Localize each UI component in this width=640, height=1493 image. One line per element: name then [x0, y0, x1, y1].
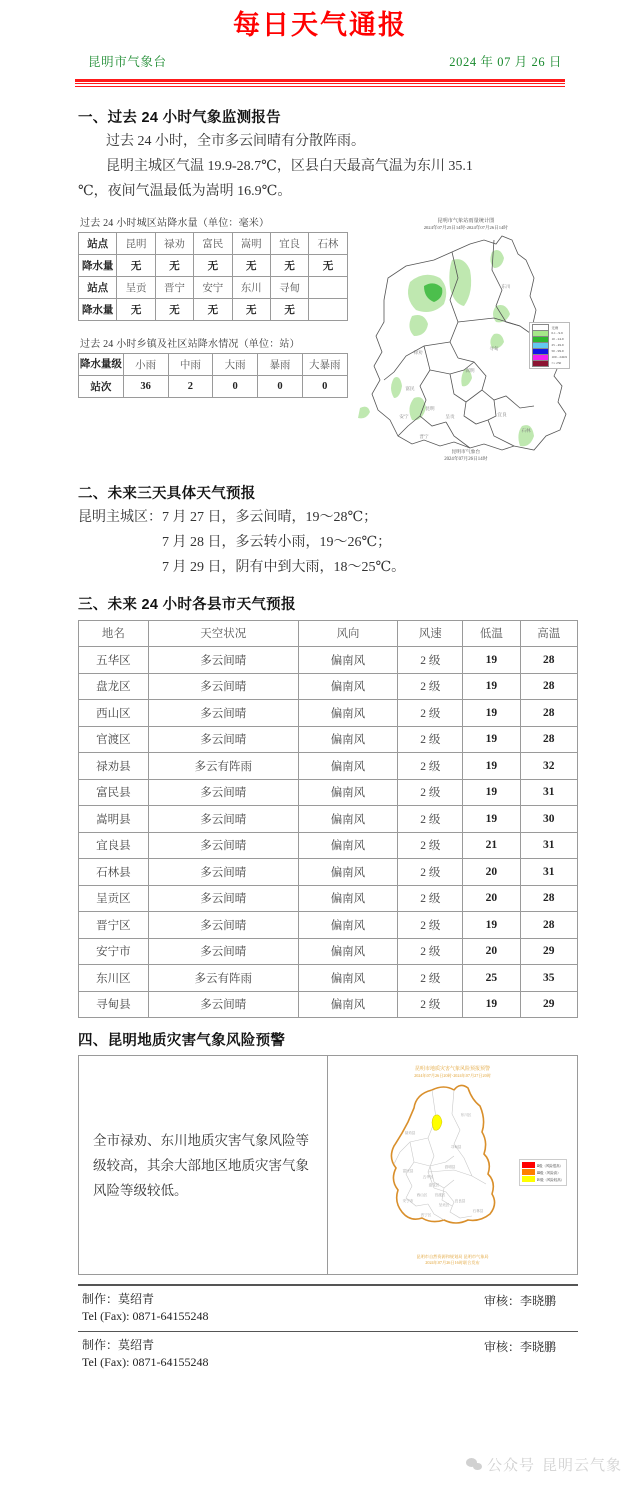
- table-row: [79, 353, 348, 375]
- svg-text:东川区: 东川区: [460, 1113, 472, 1117]
- cell: 无: [232, 298, 270, 320]
- legend-swatch: [522, 1169, 535, 1174]
- county-name-cell: 嵩明县: [79, 806, 149, 833]
- header-divider: [75, 79, 565, 87]
- cell: 东川: [232, 276, 270, 298]
- legend-label: Ⅱ级（风险很高）: [536, 1163, 563, 1168]
- cell: 降水量: [79, 298, 117, 320]
- issue-date: 2024 年 07 月 26 日: [449, 55, 562, 69]
- footer-producer: [82, 1337, 208, 1371]
- table2-caption: 过去 24 小时乡镇及社区站降水情况（单位：站）: [80, 338, 300, 350]
- forecast-cell: 19: [463, 673, 520, 700]
- geo-risk-row: [78, 1055, 578, 1275]
- forecast-cell: 2 级: [398, 700, 463, 727]
- cell: 寻甸: [270, 276, 308, 298]
- cell: 小雨: [123, 353, 168, 375]
- column-header: 风向: [298, 620, 398, 647]
- table-row: [79, 832, 578, 859]
- county-name-cell: 宜良县: [79, 832, 149, 859]
- forecast-cell: 多云间晴: [148, 779, 298, 806]
- cell: 无: [194, 254, 232, 276]
- rainfall-map: [354, 214, 578, 466]
- cell: [309, 298, 347, 320]
- forecast-cell: 21: [463, 832, 520, 859]
- bulletin-body: [0, 106, 640, 1378]
- section-three-day-forecast: [78, 482, 578, 580]
- forecast-cell: 28: [520, 673, 577, 700]
- footer-block-secondary: [78, 1331, 578, 1378]
- cell: 2: [168, 375, 213, 397]
- forecast-cell: 32: [520, 753, 577, 780]
- table-row: [79, 806, 578, 833]
- table-row: [79, 753, 578, 780]
- forecast-cell: 偏南风: [298, 726, 398, 753]
- svg-text:安宁: 安宁: [399, 413, 409, 419]
- county-name-cell: 石林县: [79, 859, 149, 886]
- forecast-cell: 多云间晴: [148, 912, 298, 939]
- rainfall-map-footer: [354, 449, 578, 463]
- forecast-cell: 多云有阵雨: [148, 965, 298, 992]
- cell: 无: [194, 298, 232, 320]
- legend-swatch: [532, 360, 549, 367]
- table-row: [79, 885, 578, 912]
- column-header: 高温: [520, 620, 577, 647]
- svg-text:禄劝: 禄劝: [413, 349, 423, 355]
- legend-label: 0.1 - 9.9: [551, 331, 563, 336]
- forecast-cell: 2 级: [398, 938, 463, 965]
- cell: 石林: [309, 232, 347, 254]
- cell: 站点: [79, 232, 117, 254]
- table-row: [79, 700, 578, 727]
- geo-risk-text: 全市禄劝、东川地质灾害气象风险等级较高，其余大部地区地质灾害气象风险等级较低。: [93, 1132, 309, 1198]
- forecast-cell: 2 级: [398, 753, 463, 780]
- rainfall-map-time: 2024年07月26日14时: [444, 456, 488, 462]
- forecast-cell: 多云间晴: [148, 832, 298, 859]
- cell: 大暴雨: [302, 353, 347, 375]
- forecast-cell: 19: [463, 700, 520, 727]
- forecast-cell: 25: [463, 965, 520, 992]
- forecast-cell: 多云间晴: [148, 885, 298, 912]
- cell: 36: [123, 375, 168, 397]
- forecast-cell: 偏南风: [298, 779, 398, 806]
- forecast-line: [78, 530, 578, 555]
- cell: 无: [232, 254, 270, 276]
- cell: 禄劝: [155, 232, 193, 254]
- legend-label: 50 - 99.9: [551, 349, 564, 354]
- forecast-cell: 2 级: [398, 859, 463, 886]
- risk-map-subtitle: 2024年07月26日20时-2024年07月27日20时: [414, 1073, 491, 1078]
- forecast-cell: 28: [520, 726, 577, 753]
- header-meta: [0, 42, 640, 70]
- column-header: 天空状况: [148, 620, 298, 647]
- county-name-cell: 呈贡区: [79, 885, 149, 912]
- forecast-cell: 19: [463, 647, 520, 674]
- footer-producer: [82, 1291, 208, 1325]
- legend-swatch: [522, 1162, 535, 1167]
- table-row: [79, 965, 578, 992]
- county-name-cell: 盘龙区: [79, 673, 149, 700]
- cell: 无: [270, 298, 308, 320]
- forecast-prefix: 昆明主城区：: [78, 509, 162, 525]
- forecast-cell: 偏南风: [298, 912, 398, 939]
- cell: 站点: [79, 276, 117, 298]
- cell: 宜良: [270, 232, 308, 254]
- svg-text:呈贡: 呈贡: [445, 413, 455, 419]
- forecast-cell: 19: [463, 912, 520, 939]
- risk-map-graphic: [336, 1078, 576, 1238]
- svg-text:寻甸县: 寻甸县: [450, 1145, 462, 1149]
- urban-precip-table: [78, 232, 348, 321]
- section-county-forecast: [78, 593, 578, 1019]
- cell: 0: [213, 375, 258, 397]
- cell: 无: [270, 254, 308, 276]
- cell: [79, 353, 124, 375]
- geo-risk-text-panel: [79, 1056, 328, 1274]
- forecast-line: [78, 505, 578, 530]
- risk-map-footer: [328, 1254, 577, 1266]
- watermark-prefix: 公众号: [486, 1457, 535, 1474]
- svg-text:富民: 富民: [405, 385, 415, 391]
- producer-name: 制作：莫绍青: [82, 1291, 155, 1306]
- forecast-cell: 28: [520, 912, 577, 939]
- forecast-cell: 30: [520, 806, 577, 833]
- svg-text:西山区: 西山区: [416, 1193, 428, 1197]
- legend-item: [522, 1176, 564, 1182]
- watermark-account: 昆明云气象: [541, 1457, 622, 1474]
- forecast-cell: 多云间晴: [148, 938, 298, 965]
- page-title: 每日天气通报: [233, 10, 407, 40]
- forecast-cell: 2 级: [398, 991, 463, 1018]
- column-header: 地名: [79, 620, 149, 647]
- forecast-cell: 20: [463, 938, 520, 965]
- forecast-cell: 多云间晴: [148, 673, 298, 700]
- svg-text:寻甸: 寻甸: [489, 345, 499, 351]
- forecast-cell: 19: [463, 991, 520, 1018]
- forecast-cell: 多云间晴: [148, 991, 298, 1018]
- svg-text:五华区: 五华区: [422, 1175, 434, 1179]
- forecast-cell: 2 级: [398, 779, 463, 806]
- svg-text:晋宁: 晋宁: [419, 433, 429, 439]
- section4-heading: 四、昆明地质灾害气象风险预警: [78, 1033, 286, 1049]
- section1-para2: 昆明主城区气温 19.9-28.7℃，区县白天最高气温为东川 35.1: [106, 158, 473, 174]
- cell: 无: [117, 254, 155, 276]
- svg-text:禄劝县: 禄劝县: [404, 1131, 416, 1135]
- cell: 无: [155, 254, 193, 276]
- table-row: [79, 779, 578, 806]
- table-row: [79, 232, 348, 254]
- forecast-cell: 19: [463, 779, 520, 806]
- forecast-cell: 2 级: [398, 885, 463, 912]
- svg-text:宜良: 宜良: [497, 411, 507, 417]
- rain-grade-label: 降水量级: [79, 358, 122, 370]
- table-row: [79, 375, 348, 397]
- cell: 呈贡: [117, 276, 155, 298]
- forecast-cell: 2 级: [398, 965, 463, 992]
- cell: 无: [155, 298, 193, 320]
- legend-item: [532, 360, 567, 365]
- forecast-cell: 偏南风: [298, 965, 398, 992]
- forecast-text: 7 月 29 日，阴有中到大雨，18～25℃。: [162, 559, 406, 575]
- cell: 大雨: [213, 353, 258, 375]
- forecast-cell: 多云间晴: [148, 726, 298, 753]
- table-row: [79, 647, 578, 674]
- forecast-cell: 2 级: [398, 647, 463, 674]
- risk-legend: [519, 1159, 567, 1186]
- rainfall-map-subtitle: 2024年07月25日14时-2024年07月26日14时: [423, 224, 508, 230]
- section1-heading: 一、过去 24 小时气象监测报告: [78, 109, 281, 126]
- county-name-cell: 官渡区: [79, 726, 149, 753]
- county-name-cell: 西山区: [79, 700, 149, 727]
- legend-label: Ⅲ级（风险高）: [536, 1170, 561, 1175]
- forecast-cell: 20: [463, 885, 520, 912]
- footer-reviewer: 审核：李晓鹏: [483, 1293, 556, 1308]
- cell: [309, 276, 347, 298]
- rainfall-legend: [529, 322, 570, 370]
- forecast-cell: 多云间晴: [148, 859, 298, 886]
- legend-label: Ⅳ级（风险较高）: [536, 1177, 564, 1182]
- forecast-cell: 偏南风: [298, 806, 398, 833]
- forecast-cell: 35: [520, 965, 577, 992]
- section-monitoring: [78, 106, 578, 466]
- cell: 昆明: [117, 232, 155, 254]
- section1-para3: ℃，夜间气温最低为嵩明 16.9℃。: [78, 183, 292, 199]
- risk-map-source: 昆明市自然资源和规划局 昆明市气象局: [416, 1254, 489, 1259]
- forecast-cell: 偏南风: [298, 753, 398, 780]
- forecast-cell: 20: [463, 859, 520, 886]
- forecast-cell: 31: [520, 859, 577, 886]
- county-name-cell: 禄劝县: [79, 753, 149, 780]
- forecast-cell: 28: [520, 700, 577, 727]
- table-row: [79, 276, 348, 298]
- svg-text:嵩明: 嵩明: [465, 367, 475, 373]
- svg-text:晋宁区: 晋宁区: [420, 1213, 432, 1217]
- forecast-cell: 偏南风: [298, 859, 398, 886]
- cell: 0: [258, 375, 303, 397]
- svg-text:东川: 东川: [501, 283, 511, 289]
- forecast-cell: 2 级: [398, 673, 463, 700]
- forecast-cell: 2 级: [398, 832, 463, 859]
- legend-item: [522, 1162, 564, 1168]
- forecast-cell: 偏南风: [298, 647, 398, 674]
- legend-label: 25 - 49.9: [551, 343, 564, 348]
- column-header: 低温: [463, 620, 520, 647]
- forecast-cell: 2 级: [398, 912, 463, 939]
- table-row: [79, 938, 578, 965]
- forecast-cell: 偏南风: [298, 700, 398, 727]
- svg-text:官渡区: 官渡区: [434, 1193, 446, 1197]
- table-row: [79, 254, 348, 276]
- monitoring-data-row: [78, 214, 578, 466]
- cell: 嵩明: [232, 232, 270, 254]
- cell: 0: [302, 375, 347, 397]
- producer-name: 制作：莫绍青: [82, 1338, 155, 1352]
- forecast-cell: 2 级: [398, 806, 463, 833]
- wechat-icon: [466, 1458, 483, 1472]
- forecast-cell: 多云间晴: [148, 647, 298, 674]
- forecast-cell: 28: [520, 647, 577, 674]
- cell: 暴雨: [258, 353, 303, 375]
- issuer-name: 昆明市气象台: [88, 55, 167, 69]
- table-row: [79, 298, 348, 320]
- legend-label: 100 - 249.9: [551, 355, 567, 360]
- table-row: [79, 673, 578, 700]
- county-name-cell: 安宁市: [79, 938, 149, 965]
- footer-reviewer: 审核：李晓鹏: [483, 1340, 556, 1354]
- forecast-text: 7 月 27 日，多云间晴，19～28℃；: [162, 509, 378, 525]
- bulletin-header: [0, 0, 640, 87]
- svg-text:安宁市: 安宁市: [402, 1199, 414, 1203]
- cell: 无: [117, 298, 155, 320]
- risk-map-time: 2024年07月26日16时联合发布: [425, 1260, 480, 1265]
- rainfall-map-title: 昆明市气象站雨量统计图: [437, 217, 495, 224]
- svg-text:石林: 石林: [521, 427, 531, 433]
- cell: 富民: [194, 232, 232, 254]
- table-row: [79, 726, 578, 753]
- county-name-cell: 晋宁区: [79, 912, 149, 939]
- cell: 晋宁: [155, 276, 193, 298]
- forecast-cell: 多云间晴: [148, 700, 298, 727]
- table-header-row: [79, 620, 578, 647]
- rain-grade-table: [78, 353, 348, 398]
- table-row: [79, 912, 578, 939]
- footer-block-primary: [78, 1284, 578, 1331]
- precip-tables: [78, 214, 348, 466]
- forecast-cell: 19: [463, 753, 520, 780]
- section2-heading: 二、未来三天具体天气预报: [78, 485, 256, 502]
- legend-label: >= 250: [551, 361, 562, 366]
- cell: 中雨: [168, 353, 213, 375]
- cell: 安宁: [194, 276, 232, 298]
- column-header: 风速: [398, 620, 463, 647]
- forecast-cell: 2 级: [398, 726, 463, 753]
- forecast-cell: 31: [520, 832, 577, 859]
- risk-map-title: 昆明市地质灾害气象风险预报预警: [414, 1067, 490, 1072]
- forecast-line: [78, 555, 578, 580]
- table-row: [79, 991, 578, 1018]
- contact-tel: Tel (Fax): 0871-64155248: [82, 1308, 209, 1323]
- forecast-cell: 偏南风: [298, 991, 398, 1018]
- legend-swatch: [522, 1176, 535, 1181]
- cell: 降水量: [79, 254, 117, 276]
- forecast-cell: 偏南风: [298, 885, 398, 912]
- forecast-cell: 31: [520, 779, 577, 806]
- legend-label: 10 - 24.9: [551, 337, 564, 342]
- forecast-cell: 29: [520, 938, 577, 965]
- forecast-cell: 多云间晴: [148, 806, 298, 833]
- county-forecast-table: [78, 620, 578, 1019]
- forecast-cell: 偏南风: [298, 832, 398, 859]
- section1-para1: 过去 24 小时，全市多云间晴有分散阵雨。: [106, 133, 365, 149]
- forecast-cell: 多云有阵雨: [148, 753, 298, 780]
- forecast-cell: 19: [463, 726, 520, 753]
- svg-text:呈贡区: 呈贡区: [438, 1203, 450, 1207]
- cell: 站次: [79, 375, 124, 397]
- table-row: [79, 859, 578, 886]
- table1-caption: 过去 24 小时城区站降水量（单位：毫米）: [80, 217, 270, 229]
- svg-text:富民县: 富民县: [402, 1169, 414, 1173]
- contact-tel: Tel (Fax): 0871-64155248: [82, 1355, 209, 1369]
- county-name-cell: 寻甸县: [79, 991, 149, 1018]
- legend-label: 无雨: [551, 325, 559, 330]
- svg-text:嵩明县: 嵩明县: [444, 1165, 456, 1169]
- county-name-cell: 东川区: [79, 965, 149, 992]
- svg-text:昆明: 昆明: [425, 405, 435, 411]
- forecast-cell: 偏南风: [298, 938, 398, 965]
- geo-risk-map-panel: [328, 1056, 577, 1274]
- forecast-cell: 29: [520, 991, 577, 1018]
- forecast-cell: 19: [463, 806, 520, 833]
- svg-text:宜良县: 宜良县: [454, 1199, 466, 1203]
- section3-heading: 三、未来 24 小时各县市天气预报: [78, 596, 296, 613]
- svg-text:石林县: 石林县: [472, 1209, 484, 1213]
- forecast-text: 7 月 28 日，多云转小雨，19～26℃；: [162, 534, 392, 550]
- cell: 无: [309, 254, 347, 276]
- legend-item: [522, 1169, 564, 1175]
- forecast-cell: 偏南风: [298, 673, 398, 700]
- county-name-cell: 五华区: [79, 647, 149, 674]
- section-geo-risk: [78, 1029, 578, 1275]
- rainfall-map-panel: [354, 214, 578, 466]
- wechat-watermark: [466, 1454, 622, 1475]
- svg-text:盘龙区: 盘龙区: [428, 1183, 440, 1187]
- rainfall-map-source: 昆明市气象台: [451, 449, 481, 455]
- county-name-cell: 富民县: [79, 779, 149, 806]
- forecast-cell: 28: [520, 885, 577, 912]
